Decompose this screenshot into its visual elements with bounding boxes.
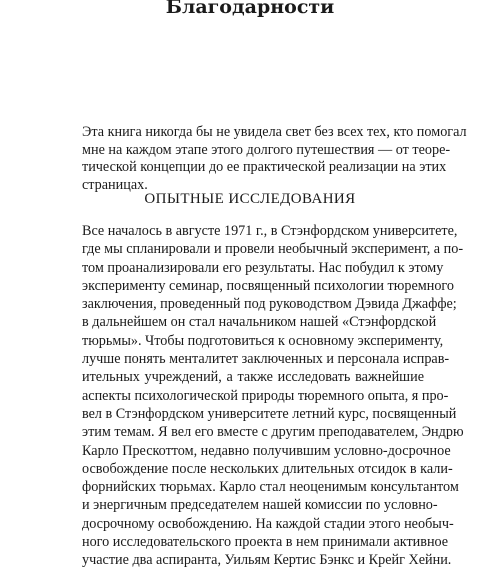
- body-line: Карло Прескоттом, недавно получившим условно-досрочное: [82, 442, 451, 459]
- body-line: этим темам. Я вел его вместе с другим преподавателем, Эндрю: [82, 424, 464, 441]
- body-line: ного исследовательского проекта в нем принимали активное: [82, 534, 449, 551]
- body-line: эксперименту семинар, посвященный психологии тюремного: [82, 277, 454, 294]
- page-title: Благодарности: [165, 0, 335, 18]
- body-line: лучше понять менталитет заключенных и персонала исправ-: [82, 351, 450, 368]
- intro-line: тической концепции до ее практической реализации на этих: [82, 159, 447, 175]
- intro-line: страницах.: [82, 176, 148, 193]
- body-line: том проанализировали его результаты. Нас побудил к этому: [82, 259, 444, 276]
- body-paragraph: [82, 222, 464, 570]
- body-line: освобождение после нескольких длительных отсидок в кали-: [82, 460, 453, 477]
- intro-line: Эта книга никогда бы не увидела свет без всех тех, кто помогал: [82, 124, 467, 140]
- body-line: заключения, проведенный под руководством Дэвида Джаффе;: [82, 296, 457, 313]
- section-heading: ОПЫТНЫЕ ИССЛЕДОВАНИЯ: [144, 191, 356, 207]
- body-line: участие два аспиранта, Уильям Кертис Бэнкс и Крейг Хейни.: [82, 552, 452, 569]
- body-line: досрочному освобождению. На каждой стадии этого необыч-: [82, 515, 454, 532]
- body-line: тюрьмы». Чтобы подготовиться к основному эксперименту,: [82, 332, 444, 349]
- body-line: Все началось в августе 1971 г., в Стэнфордском университете,: [82, 223, 458, 239]
- body-line: вел в Стэнфордском университете летний курс, посвященный: [82, 405, 457, 422]
- intro-line: мне на каждом этапе этого долгого путешествия — от теоре-: [82, 141, 451, 158]
- body-line: форнийских тюрьмах. Карло стал неоценимым консультантом: [82, 479, 459, 496]
- body-line: где мы спланировали и провели необычный эксперимент, а по-: [82, 241, 464, 258]
- body-line: в дальнейшем он стал начальником нашей «Стэнфордской: [82, 314, 437, 331]
- body-line: ительных учреждений, а также исследовать важнейшие: [82, 369, 424, 386]
- body-line: и энергичным председателем нашей комиссии по условно-: [82, 497, 438, 514]
- intro-paragraph: [82, 124, 467, 194]
- body-line: аспекты психологической природы тюремного опыта, я про-: [82, 387, 449, 404]
